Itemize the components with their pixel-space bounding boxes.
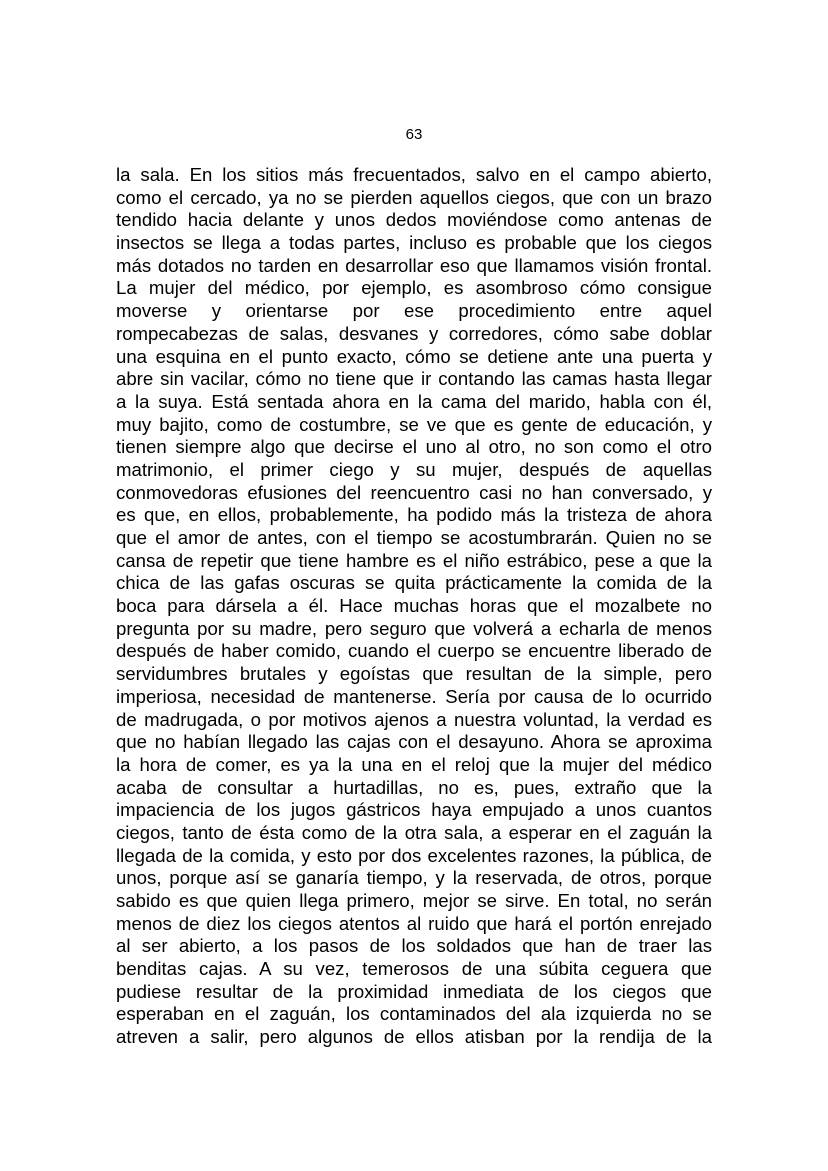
text-line: muy bajito, como de costumbre, se ve que es gente de educación, y — [116, 413, 712, 435]
body-text — [116, 164, 712, 1049]
text-line: a la suya. Está sentada ahora en la cama del marido, habla con él, — [116, 390, 712, 412]
text-line: cansa de repetir que tiene hambre es el niño estrábico, pese a que la — [116, 549, 712, 571]
text-line: matrimonio, el primer ciego y su mujer, después de aquellas — [116, 458, 712, 480]
text-line: después de haber comido, cuando el cuerpo se encuentre liberado de — [116, 640, 712, 662]
text-line: sabido es que quien llega primero, mejor se sirve. En total, no serán — [116, 890, 712, 911]
text-line: servidumbres brutales y egoístas que resultan de la simple, pero — [116, 663, 712, 685]
text-line: impaciencia de los jugos gástricos haya empujado a unos cuantos — [116, 799, 712, 821]
text-line: al ser abierto, a los pasos de los soldados que han de traer las — [116, 935, 712, 957]
text-line: atreven a salir, pero algunos de ellos atisban por la rendija de la — [116, 1026, 712, 1048]
text-line: pudiese resultar de la proximidad inmediata de los ciegos que — [116, 980, 712, 1002]
text-line: imperiosa, necesidad de mantenerse. Sería por causa de lo ocurrido — [116, 685, 712, 707]
text-line: ciegos, tanto de ésta como de la otra sala, a esperar en el zaguán la — [116, 821, 712, 843]
text-line: abre sin vacilar, cómo no tiene que ir contando las camas hasta llegar — [116, 368, 712, 390]
text-line: pregunta por su madre, pero seguro que volverá a echarla de menos — [116, 617, 712, 639]
text-line: insectos se llega a todas partes, incluso es probable que los ciegos — [116, 232, 712, 254]
text-line: esperaban en el zaguán, los contaminados del ala izquierda no se — [116, 1003, 712, 1025]
text-line: tienen siempre algo que decirse el uno al otro, no son como el otro — [116, 436, 712, 458]
text-line: rompecabezas de salas, desvanes y corredores, cómo sabe doblar — [116, 322, 712, 344]
text-line: acaba de consultar a hurtadillas, no es, pues, extraño que la — [116, 776, 712, 798]
text-line: una esquina en el punto exacto, cómo se detiene ante una puerta y — [116, 345, 712, 367]
page-number: 63 — [405, 126, 423, 143]
text-line: benditas cajas. A su vez, temerosos de una súbita ceguera que — [116, 958, 712, 980]
text-line: tendido hacia delante y unos dedos moviéndose como antenas de — [116, 209, 712, 231]
text-line: que no habían llegado las cajas con el desayuno. Ahora se aproxima — [116, 731, 712, 753]
text-line: La mujer del médico, por ejemplo, es asombroso cómo consigue — [116, 277, 712, 299]
text-line: boca para dársela a él. Hace muchas horas que el mozalbete no — [116, 595, 712, 617]
text-line: que el amor de antes, con el tiempo se acostumbrarán. Quien no se — [116, 527, 712, 548]
text-line: es que, en ellos, probablemente, ha podido más la tristeza de ahora — [116, 504, 712, 526]
text-line: más dotados no tarden en desarrollar eso que llamamos visión frontal. — [116, 254, 712, 276]
text-line: unos, porque así se ganaría tiempo, y la reservada, de otros, porque — [116, 867, 712, 889]
text-line: como el cercado, ya no se pierden aquellos ciegos, que con un brazo — [116, 186, 712, 208]
text-line: conmovedoras efusiones del reencuentro casi no han conversado, y — [116, 481, 712, 503]
text-line: la sala. En los sitios más frecuentados, salvo en el campo abierto, — [116, 164, 712, 185]
text-line: chica de las gafas oscuras se quita prácticamente la comida de la — [116, 572, 712, 594]
text-line: llegada de la comida, y esto por dos excelentes razones, la pública, de — [116, 844, 712, 866]
text-line: la hora de comer, es ya la una en el reloj que la mujer del médico — [116, 753, 712, 775]
text-line: moverse y orientarse por ese procedimiento entre aquel — [116, 300, 712, 322]
text-line: de madrugada, o por motivos ajenos a nuestra voluntad, la verdad es — [116, 708, 712, 730]
text-line: menos de diez los ciegos atentos al ruido que hará el portón enrejado — [116, 912, 712, 934]
